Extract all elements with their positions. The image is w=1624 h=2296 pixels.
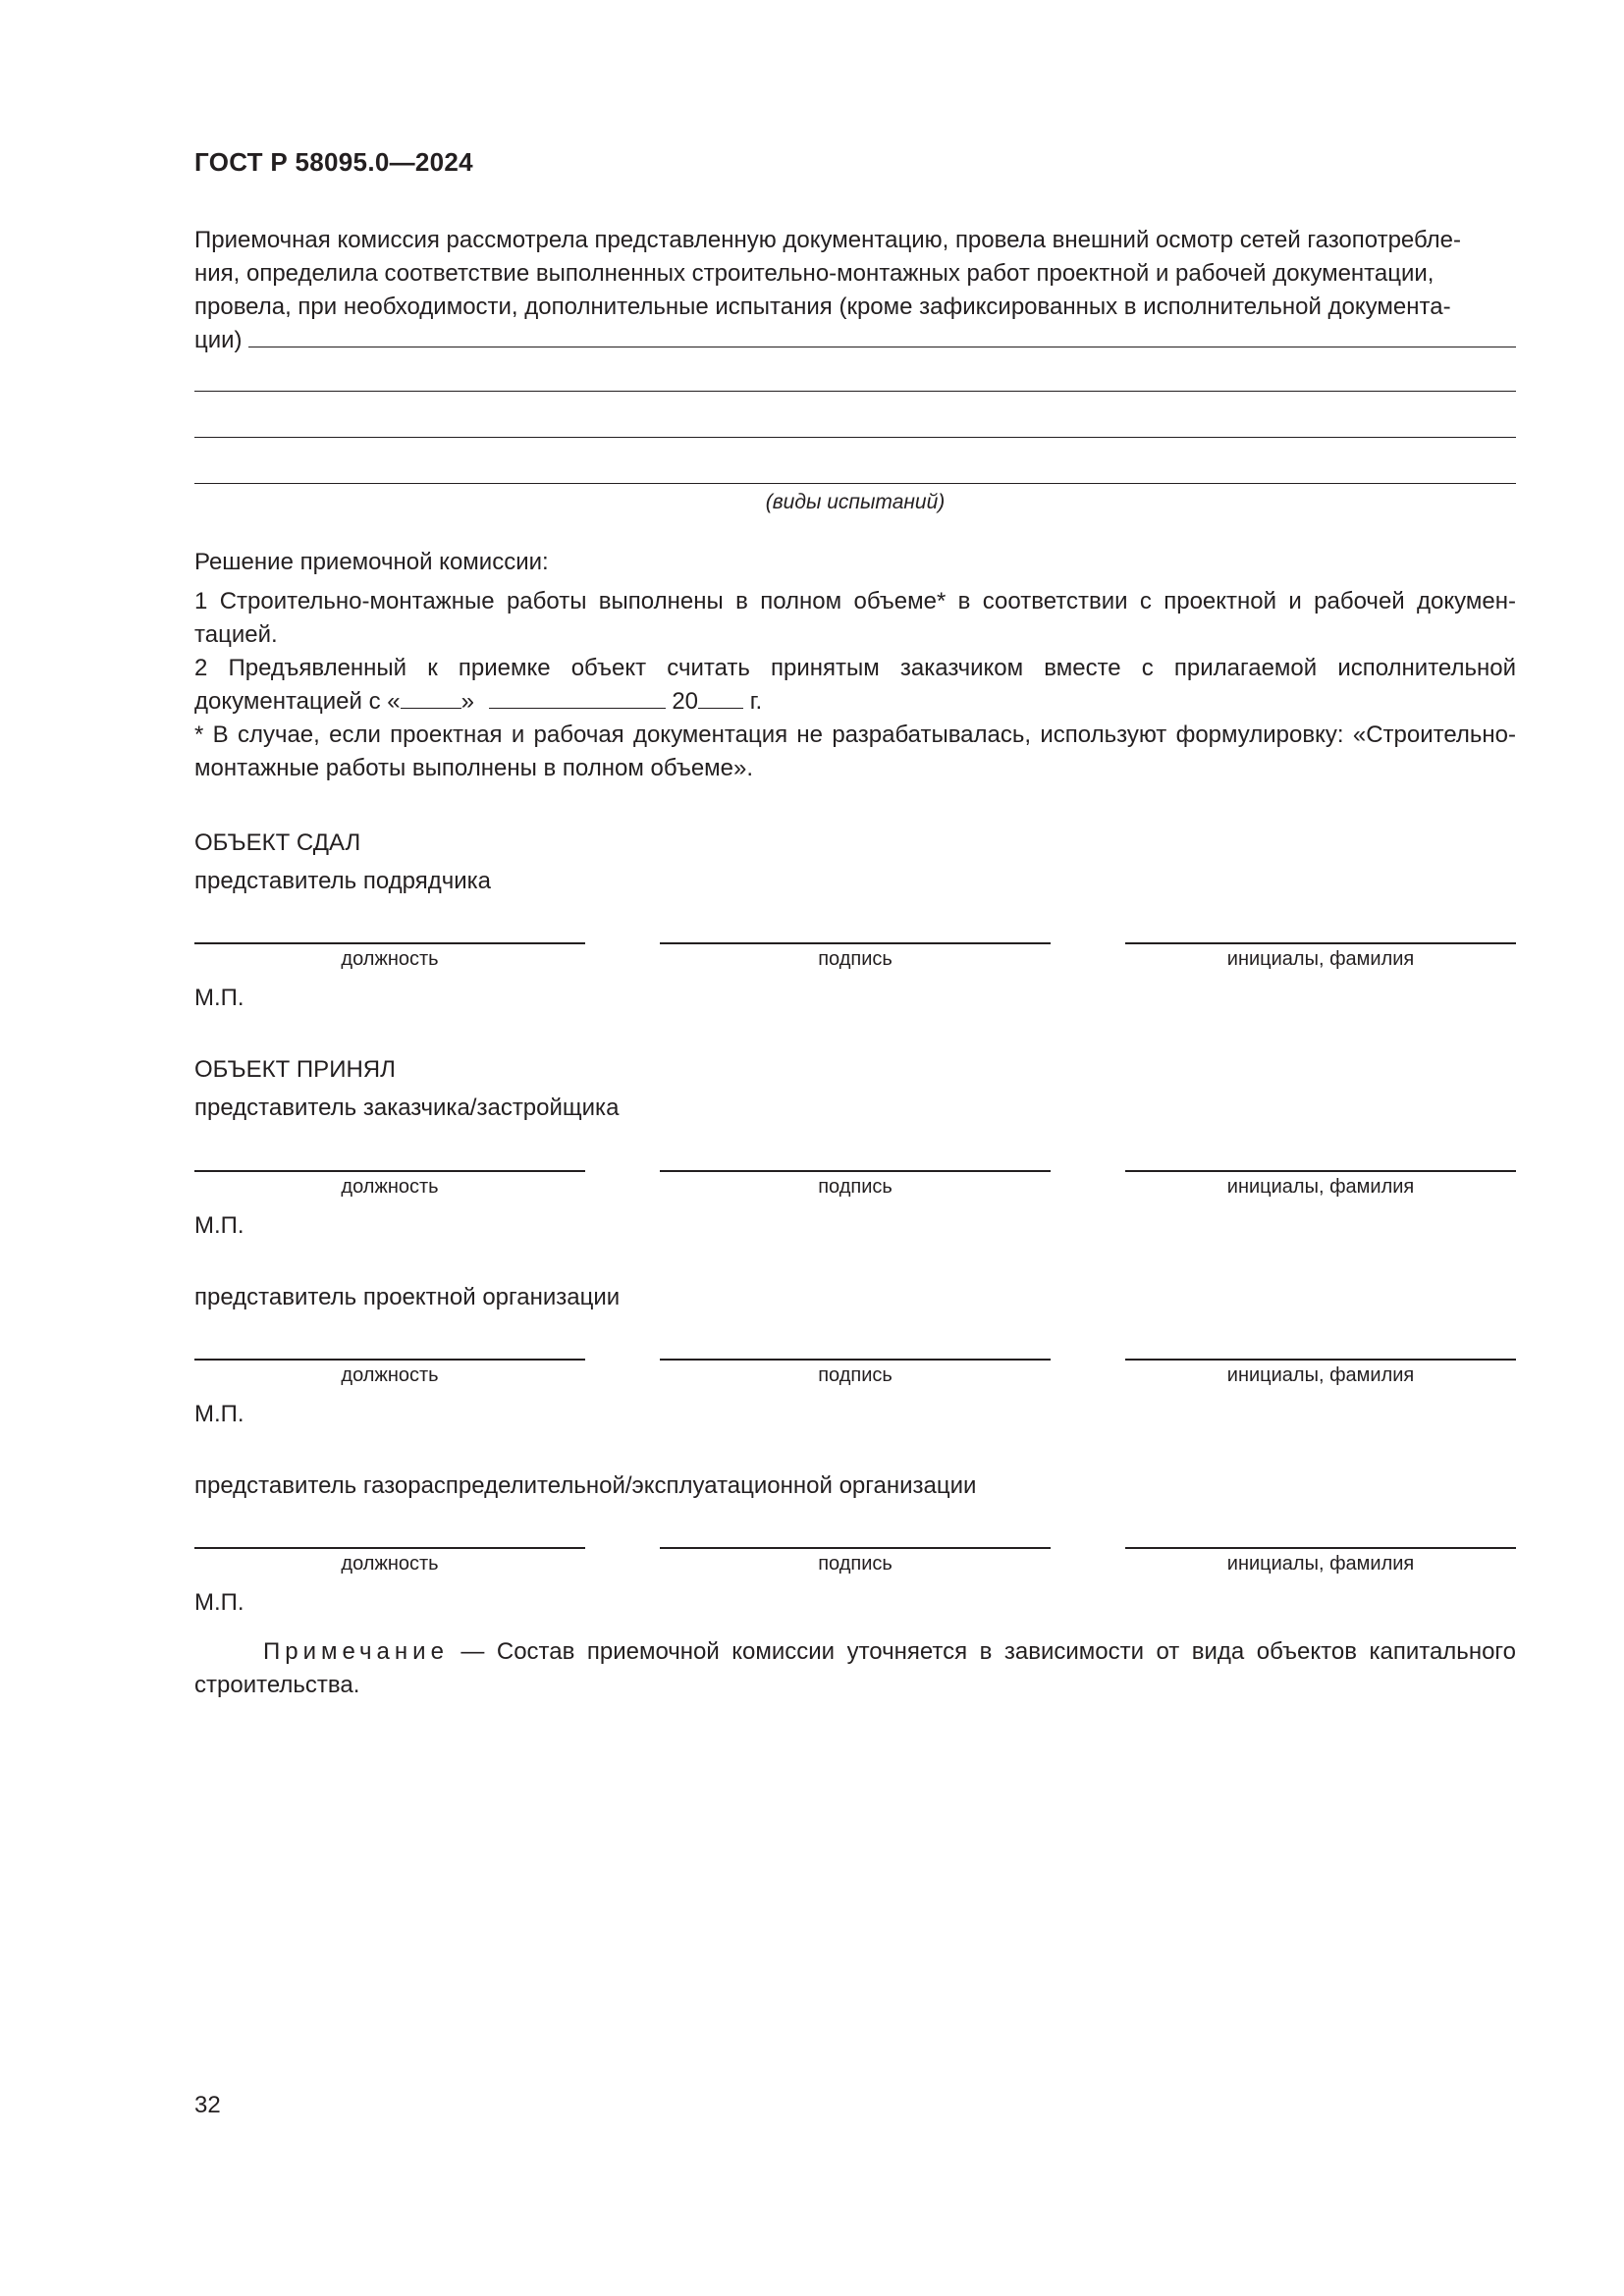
document-code: ГОСТ Р 58095.0—2024 — [194, 147, 473, 177]
signature-line[interactable] — [660, 1359, 1051, 1361]
signature-caption: подпись — [818, 1176, 893, 1198]
tests-fill-line-4[interactable] — [194, 483, 1516, 484]
date-year-field[interactable] — [698, 686, 743, 709]
date-prefix: документацией с « — [194, 688, 401, 715]
position-line[interactable] — [194, 1170, 585, 1172]
signature-line[interactable] — [660, 1547, 1051, 1549]
date-day-field[interactable] — [401, 686, 461, 709]
note-paragraph — [194, 1635, 1516, 1702]
position-caption: должность — [341, 1553, 439, 1575]
decision-item-2-line-1: 2 Предъявленный к приемке объект считать принятым заказчиком вместе с прилагаемой исполнительной — [194, 655, 1516, 681]
signature-line[interactable] — [660, 942, 1051, 944]
position-caption: должность — [341, 1364, 439, 1386]
intro-line-2: ния, определила соответствие выполненных строительно-монтажных работ проектной и рабочей документации, — [194, 260, 1435, 287]
decision-footnote: * В случае, если проектная и рабочая документация не разрабатывалась, используют формулировку: «Строительно-монтажные работы выполнены в полном объеме». — [194, 721, 1516, 781]
name-caption: инициалы, фамилия — [1226, 1553, 1415, 1575]
tests-fill-line[interactable] — [248, 325, 1516, 347]
accepted-title: ОБЪЕКТ ПРИНЯЛ — [194, 1056, 396, 1083]
intro-paragraph — [194, 224, 1516, 357]
name-caption: инициалы, фамилия — [1226, 948, 1415, 970]
intro-line-4: ции) — [194, 327, 243, 353]
stamp-label: М.П. — [194, 1401, 244, 1427]
gas-org-rep-label: представитель газораспределительной/эксплуатационной организации — [194, 1472, 977, 1499]
signature-caption: подпись — [818, 1364, 893, 1386]
design-rep-label: представитель проектной организации — [194, 1284, 621, 1310]
signature-caption: подпись — [818, 948, 893, 970]
tests-fill-line-3[interactable] — [194, 437, 1516, 438]
decision-item-1: 1 Строительно-монтажные работы выполнены в полном объеме* в соответствии с проектной и рабочей докумен-тацией. — [194, 588, 1516, 648]
date-year-prefix: 20 — [672, 688, 699, 715]
decision-item-2-line-2 — [194, 685, 1516, 719]
date-quote-close: » — [460, 688, 474, 715]
stamp-label: М.П. — [194, 1212, 244, 1239]
intro-line-1: Приемочная комиссия рассмотрела представленную документацию, провела внешний осмотр сетей газопотребле- — [194, 227, 1462, 253]
stamp-label: М.П. — [194, 1589, 244, 1616]
tests-caption: (виды испытаний) — [765, 491, 946, 513]
note-text: — Состав приемочной комиссии уточняется в зависимости от вида объектов капитального строительства. — [194, 1638, 1516, 1698]
position-line[interactable] — [194, 942, 585, 944]
name-line[interactable] — [1125, 1547, 1516, 1549]
document-page — [194, 0, 1516, 2296]
intro-line-3: провела, при необходимости, дополнительные испытания (кроме зафиксированных в исполнительной документа- — [194, 294, 1451, 320]
name-line[interactable] — [1125, 1359, 1516, 1361]
date-month-field[interactable] — [489, 686, 666, 709]
signature-caption: подпись — [818, 1553, 893, 1575]
date-year-suffix: г. — [749, 688, 763, 715]
position-line[interactable] — [194, 1547, 585, 1549]
name-line[interactable] — [1125, 1170, 1516, 1172]
tests-fill-line-2[interactable] — [194, 391, 1516, 392]
position-line[interactable] — [194, 1359, 585, 1361]
position-caption: должность — [341, 948, 439, 970]
contractor-rep-label: представитель подрядчика — [194, 868, 492, 894]
note-label: Примечание — [263, 1638, 449, 1665]
handed-over-title: ОБЪЕКТ СДАЛ — [194, 829, 361, 856]
name-line[interactable] — [1125, 942, 1516, 944]
customer-rep-label: представитель заказчика/застройщика — [194, 1095, 620, 1121]
name-caption: инициалы, фамилия — [1226, 1364, 1415, 1386]
position-caption: должность — [341, 1176, 439, 1198]
name-caption: инициалы, фамилия — [1226, 1176, 1415, 1198]
signature-line[interactable] — [660, 1170, 1051, 1172]
decision-title: Решение приемочной комиссии: — [194, 549, 549, 575]
page-number: 32 — [194, 2092, 221, 2118]
stamp-label: М.П. — [194, 985, 244, 1011]
decision-item-2 — [194, 652, 1516, 719]
